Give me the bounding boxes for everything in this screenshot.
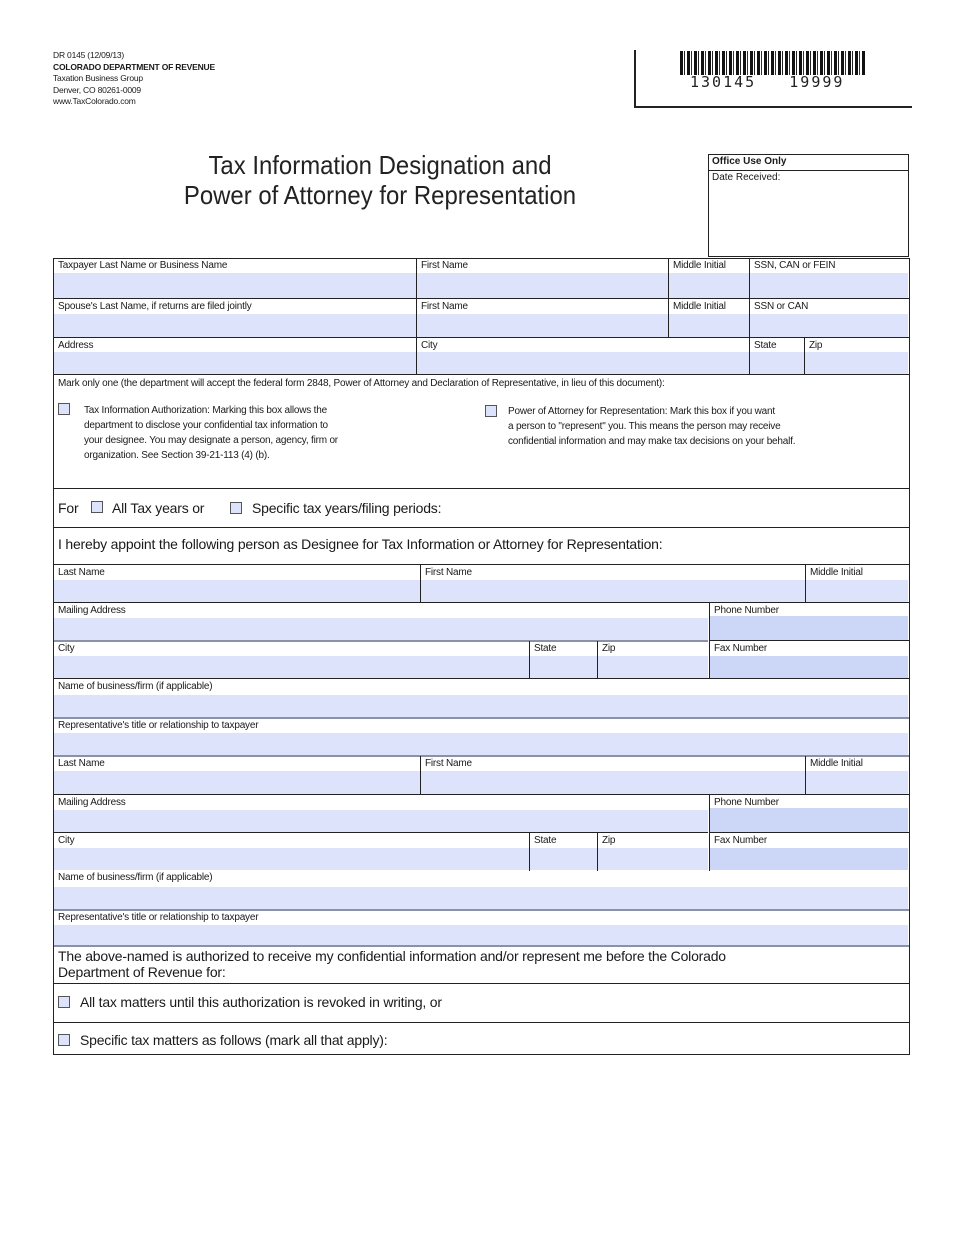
specific-tax-years-label: Specific tax years/filing periods: [252,500,442,516]
designee2-zip-label: Zip [598,834,708,848]
designee2-mailing-address-label: Mailing Address [54,796,708,810]
authorization-line: The above-named is authorized to receive my confidential information and/or represent me before the Colorado [58,948,726,964]
divider [805,565,806,603]
designee2-middle-initial-label: Middle Initial [806,757,908,771]
state-input[interactable] [750,352,805,375]
poa-form [53,258,910,1055]
divider [54,794,909,795]
address-cell [54,339,417,375]
state-cell [750,339,805,375]
divider [54,678,909,679]
divider [54,832,708,833]
designee1-phone-label: Phone Number [710,604,908,618]
authorization-statement [58,948,726,980]
barcode-number: 130145 19999 [690,73,845,91]
designee2-business-cell [54,871,908,909]
designee1-first-name-input[interactable] [421,580,805,603]
designee2-phone-cell [710,796,908,832]
divider [804,338,805,375]
designee1-zip-cell [598,642,708,678]
taxpayer-ssn-label: SSN, CAN or FEIN [750,259,908,273]
designee2-title-input[interactable] [54,925,908,945]
state-label: State [750,339,805,353]
group-name: Taxation Business Group [53,73,143,83]
zip-label: Zip [805,339,908,353]
taxpayer-last-name-label: Taxpayer Last Name or Business Name [54,259,417,273]
designee2-mailing-address-input[interactable] [54,810,708,832]
tax-info-authorization-checkbox[interactable] [58,403,70,415]
divider [54,337,909,338]
taxpayer-middle-initial-cell [669,259,750,299]
spouse-last-name-cell [54,300,417,338]
designee1-mailing-address-cell [54,604,708,640]
designee1-last-name-input[interactable] [54,580,420,603]
taxpayer-last-name-input[interactable] [54,273,417,299]
divider [529,641,530,679]
divider [709,640,909,641]
taxpayer-ssn-input[interactable] [750,273,908,299]
designee1-first-name-cell [421,566,805,603]
designee1-state-label: State [530,642,597,656]
divider [709,832,909,833]
specific-tax-years-checkbox[interactable] [230,502,242,514]
city-label: City [417,339,750,353]
city-input[interactable] [417,352,750,375]
address-label: Address [54,339,417,353]
divider [54,945,909,947]
designee2-fax-input[interactable] [710,848,908,870]
designee2-title-cell [54,911,908,945]
designee2-zip-cell [598,834,708,870]
power-of-attorney-checkbox[interactable] [485,405,497,417]
office-use-label: Office Use Only [709,155,908,171]
designee2-state-cell [530,834,597,870]
website: www.TaxColorado.com [53,96,136,106]
date-received-label: Date Received: [712,172,781,183]
taxpayer-first-name-label: First Name [417,259,669,273]
designee2-middle-initial-input[interactable] [806,771,908,795]
divider [54,1022,909,1023]
designee1-city-input[interactable] [54,656,529,678]
designee1-title-cell [54,719,908,755]
spouse-first-name-cell [417,300,669,338]
department-header [53,50,215,108]
spouse-first-name-label: First Name [417,300,669,314]
divider [54,488,909,489]
designee1-business-cell [54,680,908,717]
tia-line: your designee. You may designate a person, agency, firm or [84,435,338,446]
all-tax-matters-label: All tax matters until this authorization is revoked in writing, or [80,994,442,1010]
department-name: COLORADO DEPARTMENT OF REVENUE [53,61,215,72]
designee1-business-input[interactable] [54,695,908,717]
divider [54,298,909,299]
designee2-phone-label: Phone Number [710,796,908,810]
designee1-last-name-cell [54,566,420,603]
barcode-icon [680,51,866,75]
spouse-middle-initial-cell [669,300,750,338]
designee1-phone-cell [710,604,908,640]
designee2-city-label: City [54,834,529,848]
spouse-first-name-input[interactable] [417,314,669,338]
designee1-state-input[interactable] [530,656,597,678]
taxpayer-first-name-input[interactable] [417,273,669,299]
designee1-city-cell [54,642,529,678]
spouse-last-name-label: Spouse's Last Name, if returns are filed jointly [54,300,417,314]
designee2-first-name-label: First Name [421,757,805,771]
designee1-mailing-address-label: Mailing Address [54,604,708,618]
appoint-text: I hereby appoint the following person as Designee for Tax Information or Attorney for Representation: [58,536,663,552]
spouse-ssn-cell [750,300,908,338]
designee2-city-input[interactable] [54,848,529,870]
title-line-1: Tax Information Designation and [208,150,552,180]
designee2-business-input[interactable] [54,887,908,909]
spouse-ssn-label: SSN or CAN [750,300,908,314]
designee1-state-cell [530,642,597,678]
designee2-mailing-address-cell [54,796,708,832]
divider [709,795,710,871]
taxpayer-ssn-cell [750,259,908,299]
divider [416,259,417,375]
designee2-fax-label: Fax Number [710,834,908,848]
spouse-middle-initial-input[interactable] [669,314,750,338]
designee1-business-label: Name of business/firm (if applicable) [54,680,908,694]
divider [529,833,530,871]
designee1-middle-initial-cell [806,566,908,603]
designee1-mailing-address-input[interactable] [54,618,708,640]
spouse-last-name-input[interactable] [54,314,417,338]
divider [54,564,909,565]
designee1-zip-input[interactable] [598,656,708,678]
designee1-title-label: Representative's title or relationship to taxpayer [54,719,908,733]
specific-tax-matters-checkbox[interactable] [58,1034,70,1046]
designee2-state-input[interactable] [530,848,597,870]
divider [749,259,750,375]
designee1-phone-input[interactable] [710,616,908,640]
divider [54,602,909,603]
mark-one-instruction: Mark only one (the department will accept the federal form 2848, Power of Attorney and Declaration of Representative, in lieu of this document): [58,378,665,389]
department-address: Denver, CO 80261-0009 [53,84,141,95]
tia-line: organization. See Section 39-21-113 (4) (b). [84,450,270,461]
address-input[interactable] [54,352,417,375]
power-of-attorney-text [508,404,795,449]
all-tax-matters-checkbox[interactable] [58,996,70,1008]
form-id: DR 0145 (12/09/13) [53,50,125,60]
divider [420,565,421,603]
divider [805,756,806,795]
designee2-city-cell [54,834,529,870]
designee1-middle-initial-label: Middle Initial [806,566,908,580]
city-cell [417,339,750,375]
designee1-middle-initial-input[interactable] [806,580,908,603]
tia-line: Tax Information Authorization: Marking this box allows the [84,405,327,416]
divider [597,833,598,871]
tax-info-authorization-text [84,403,338,463]
designee1-fax-cell [710,642,908,678]
designee1-title-input[interactable] [54,733,908,755]
designee1-last-name-label: Last Name [54,566,420,580]
designee2-last-name-cell [54,757,420,795]
spouse-ssn-input[interactable] [750,314,908,338]
designee1-zip-label: Zip [598,642,708,656]
designee2-title-label: Representative's title or relationship to taxpayer [54,911,908,925]
zip-input[interactable] [805,352,908,375]
taxpayer-first-name-cell [417,259,669,299]
title-line-2: Power of Attorney for Representation [183,180,577,210]
divider [709,603,710,679]
poa-line: Power of Attorney for Representation: Mark this box if you want [508,406,775,417]
designee1-fax-label: Fax Number [710,642,908,656]
designee1-fax-input[interactable] [710,656,908,678]
designee2-first-name-cell [421,757,805,795]
office-use-box [708,154,909,257]
specific-tax-matters-label: Specific tax matters as follows (mark all that apply): [80,1032,388,1048]
poa-line: confidential information and may make tax decisions on your behalf. [508,436,796,447]
tia-line: department to disclose your confidential tax information to [84,420,328,431]
spouse-middle-initial-label: Middle Initial [669,300,750,314]
designee2-state-label: State [530,834,597,848]
designee2-business-label: Name of business/firm (if applicable) [54,871,908,885]
all-tax-years-checkbox[interactable] [91,501,103,513]
authorization-line: Department of Revenue for: [58,964,226,980]
taxpayer-middle-initial-input[interactable] [669,273,750,299]
divider [54,374,909,375]
for-label: For [58,500,79,516]
designee1-first-name-label: First Name [421,566,805,580]
designee2-first-name-input[interactable] [421,771,805,795]
divider [420,756,421,795]
divider [668,259,669,337]
designee2-last-name-label: Last Name [54,757,420,771]
divider [54,983,909,984]
taxpayer-middle-initial-label: Middle Initial [669,259,750,273]
divider [597,641,598,679]
designee2-last-name-input[interactable] [54,771,420,795]
designee2-zip-input[interactable] [598,848,708,870]
divider [54,527,909,528]
poa-line: a person to "represent" you. This means the person may receive [508,421,781,432]
designee2-fax-cell [710,834,908,870]
designee2-phone-input[interactable] [710,808,908,832]
taxpayer-last-name-cell [54,259,417,299]
designee2-middle-initial-cell [806,757,908,795]
designee1-city-label: City [54,642,529,656]
all-tax-years-label: All Tax years or [112,500,205,516]
page-title [159,150,601,210]
zip-cell [805,339,908,375]
